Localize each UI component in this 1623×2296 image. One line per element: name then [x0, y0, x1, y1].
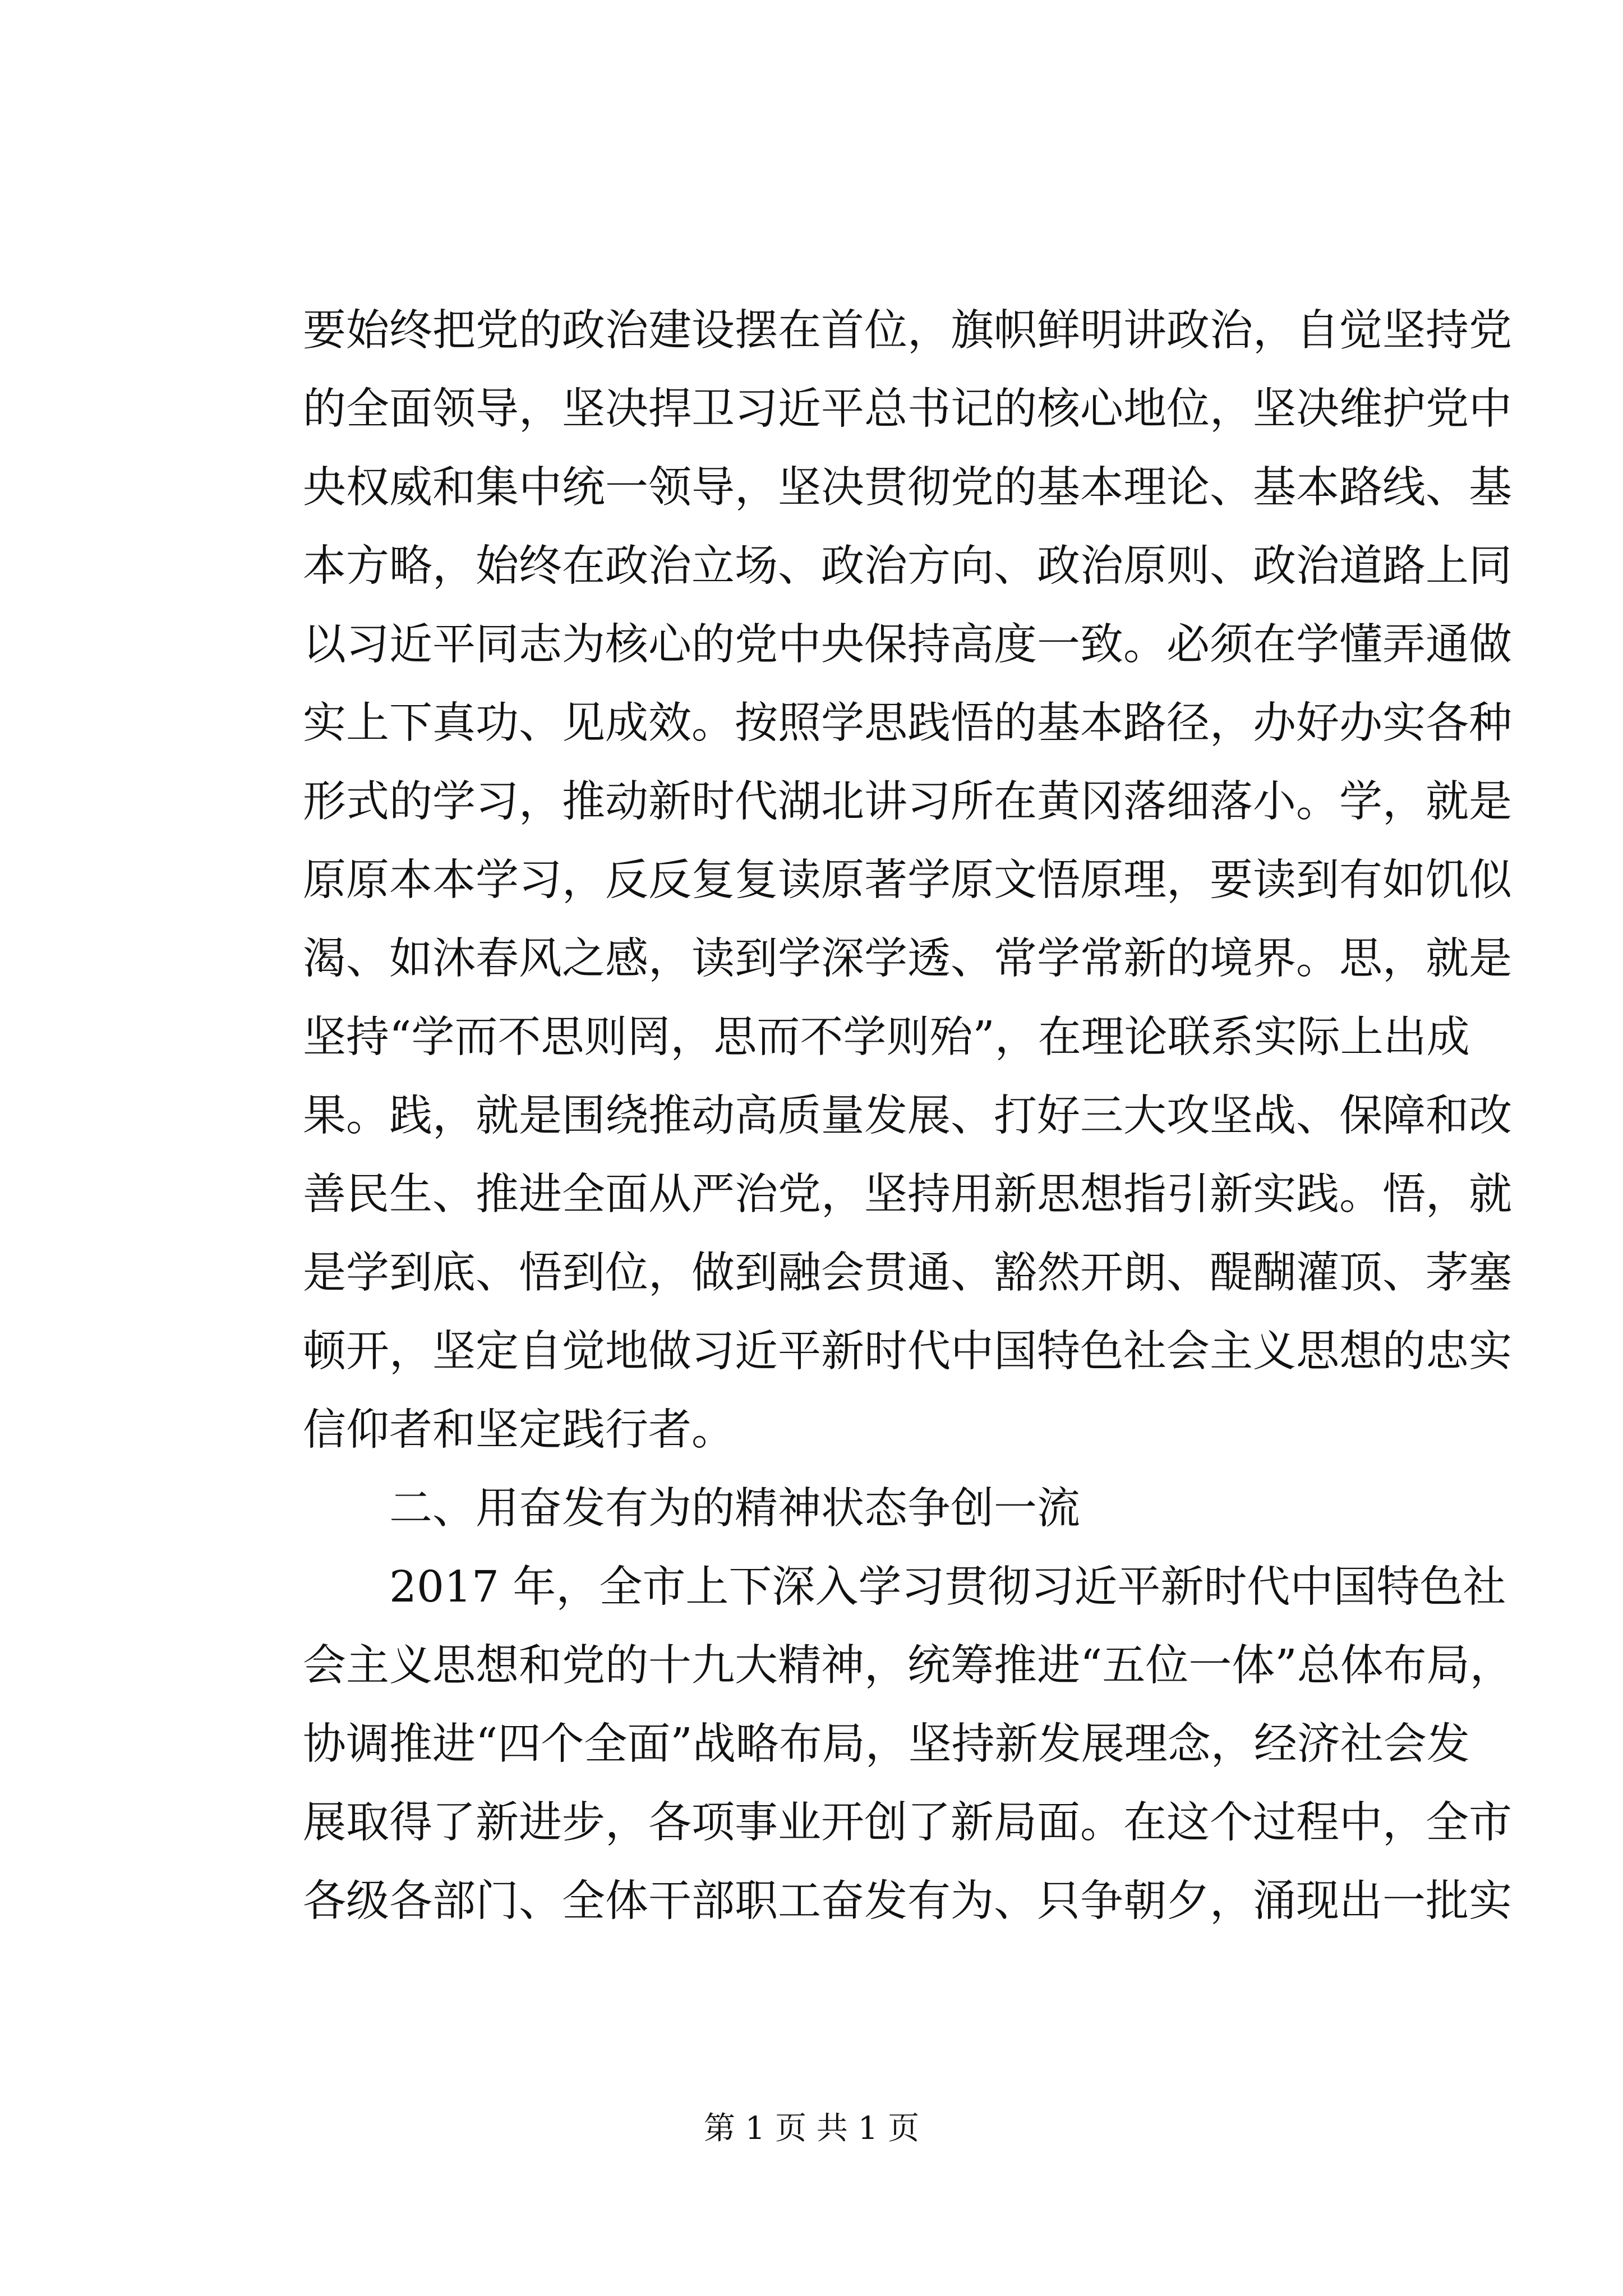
text-line-2: 的全面领导，坚决捍卫习近平总书记的核心地位，坚决维护党中: [303, 384, 1512, 434]
section-heading: 二、用奋发有为的精神状态争创一流: [303, 1484, 1080, 1534]
text-line-3: 央权威和集中统一领导，坚决贯彻党的基本理论、基本路线、基: [303, 463, 1512, 513]
text-line-14: 顿开，坚定自觉地做习近平新时代中国特色社会主义思想的忠实: [303, 1327, 1512, 1377]
text-line-12: 善民生、推进全面从严治党，坚持用新思想指引新实践。悟，就: [303, 1170, 1512, 1220]
text-line-20: 展取得了新进步，各项事业开创了新局面。在这个过程中，全市: [303, 1798, 1512, 1848]
text-line-18: 会主义思想和党的十九大精神，统筹推进“五位一体”总体布局，: [303, 1641, 1513, 1691]
text-line-15: 信仰者和坚定践行者。: [303, 1405, 735, 1455]
text-line-5: 以习近平同志为核心的党中央保持高度一致。必须在学懂弄通做: [303, 620, 1512, 670]
text-line-8: 原原本本学习，反反复复读原著学原文悟原理，要读到有如饥似: [303, 855, 1512, 905]
text-line-1: 要始终把党的政治建设摆在首位，旗帜鲜明讲政治，自觉坚持党: [303, 306, 1512, 356]
text-line-4: 本方略，始终在政治立场、政治方向、政治原则、政治道路上同: [303, 541, 1512, 591]
text-line-11: 果。践，就是围绕推动高质量发展、打好三大攻坚战、保障和改: [303, 1091, 1512, 1141]
text-line-21: 各级各部门、全体干部职工奋发有为、只争朝夕，涌现出一批实: [303, 1876, 1512, 1926]
text-line-17: 2017 年，全市上下深入学习贯彻习近平新时代中国特色社: [303, 1562, 1506, 1612]
text-line-7: 形式的学习，推动新时代湖北讲习所在黄冈落细落小。学，就是: [303, 777, 1512, 827]
text-line-13: 是学到底、悟到位，做到融会贯通、豁然开朗、醍醐灌顶、茅塞: [303, 1248, 1512, 1298]
text-line-19: 协调推进“四个全面”战略布局，坚持新发展理念，经济社会发: [303, 1719, 1470, 1769]
text-line-6: 实上下真功、见成效。按照学思践悟的基本路径，办好办实各种: [303, 698, 1512, 748]
page-footer: 第 1 页 共 1 页: [703, 2110, 920, 2147]
text-line-9: 渴、如沐春风之感，读到学深学透、常学常新的境界。思，就是: [303, 934, 1512, 984]
text-line-10: 坚持“学而不思则罔，思而不学则殆”，在理论联系实际上出成: [303, 1013, 1470, 1062]
body-text: [303, 292, 1513, 1941]
